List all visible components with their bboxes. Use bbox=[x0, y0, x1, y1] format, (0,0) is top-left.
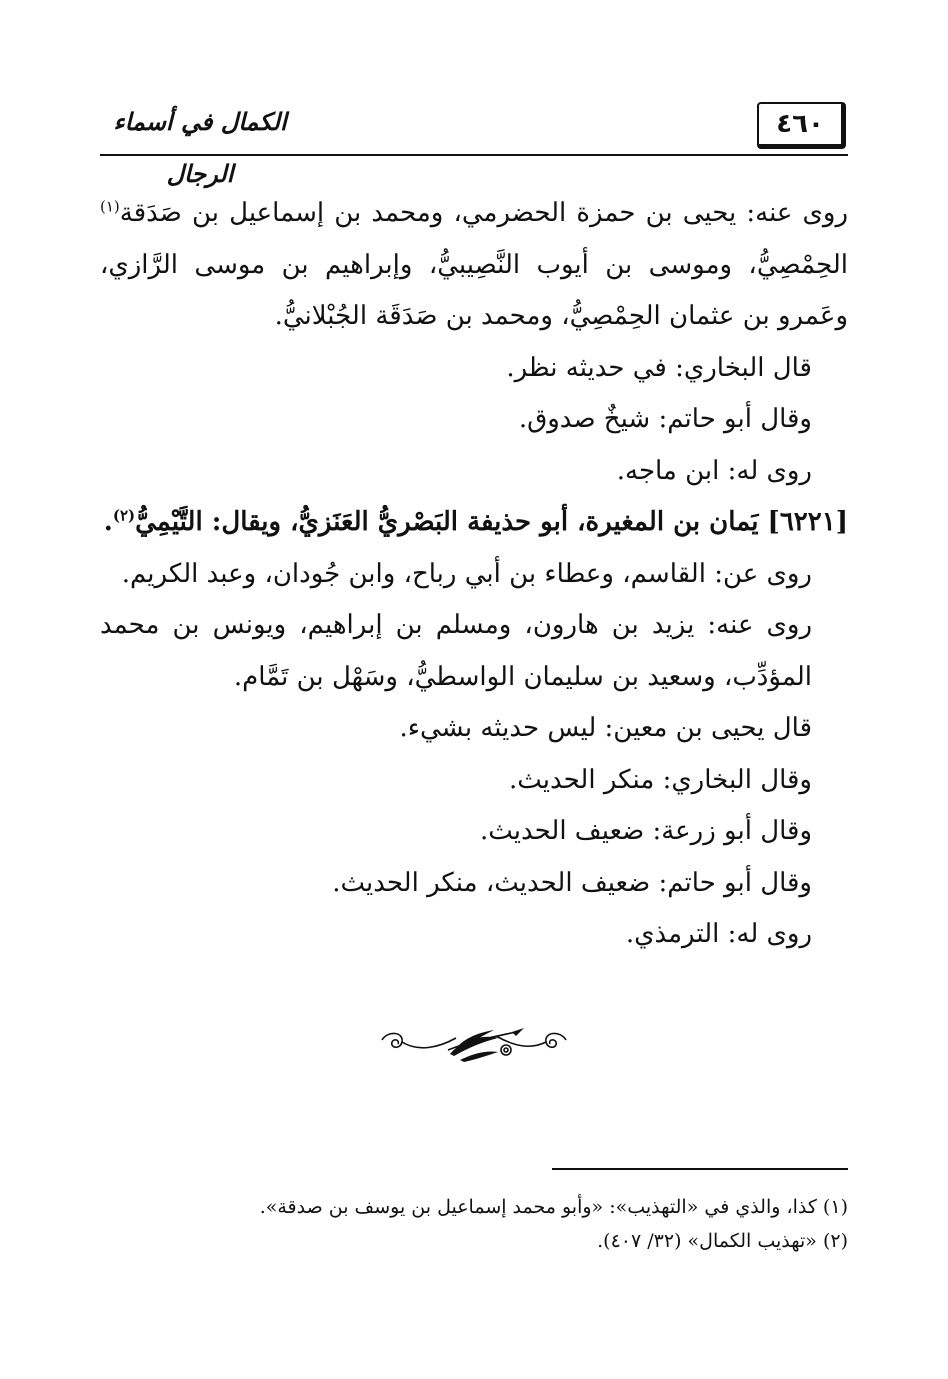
paragraph-narrated-by: روى عنه: يزيد بن هارون، ومسلم بن إبراهيم، ويونس بن محمد المؤدِّب، وسعيد بن سليمان الواسطيُّ، وسَهْل بن تَمَّام. bbox=[100, 610, 812, 692]
footnote-divider bbox=[552, 1168, 848, 1170]
paragraph-bukhari-2: وقال البخاري: منكر الحديث. bbox=[508, 764, 812, 795]
ornament-divider bbox=[378, 1020, 570, 1068]
paragraph-abu-zura: وقال أبو زرعة: ضعيف الحديث. bbox=[479, 816, 812, 846]
paragraph-bukhari: قال البخاري: في حديثه نظر. bbox=[506, 352, 812, 383]
paragraph-ibn-maeen: قال يحيى بن معين: ليس حديثه بشيء. bbox=[399, 713, 812, 743]
paragraph-narrated-from: روى عن: القاسم، وعطاء بن أبي رباح، وابن جُودان، وعبد الكريم. bbox=[121, 558, 812, 589]
footnotes bbox=[100, 1190, 848, 1258]
page-header bbox=[100, 92, 848, 188]
header-divider bbox=[100, 154, 848, 156]
entry-heading-end: . bbox=[103, 507, 113, 537]
paragraph-text-cont: الحِمْصِيُّ، وموسى بن أيوب النَّصِيبيُّ، وإبراهيم بن موسى الرَّازي، وعَمرو بن عثمان الحِمْصِيُّ، ومحمد بن صَدَقَة الجُبْلانيُّ. bbox=[100, 249, 848, 331]
footnote-1: (١) كذا، والذي في «التهذيب»: «وأبو محمد إسماعيل بن يوسف بن صدقة». bbox=[259, 1196, 848, 1218]
entry-heading bbox=[100, 497, 848, 549]
paragraph-abu-hatim-2: وقال أبو حاتم: ضعيف الحديث، منكر الحديث. bbox=[332, 867, 812, 898]
paragraph-tirmidhi: روى له: الترمذي. bbox=[625, 919, 812, 949]
paragraph-narrators-from bbox=[100, 188, 848, 343]
entry-heading-text: [٦٢٢١] يَمان بن المغيرة، أبو حذيفة البَصْريُّ العَنَزيُّ، ويقال: التَّيْمِيُّ bbox=[135, 507, 848, 537]
page-number: ٤٦٠ bbox=[757, 102, 846, 149]
footnote-marker[interactable]: (٢) bbox=[112, 506, 136, 525]
paragraph-text: روى عنه: يحيى بن حمزة الحضرمي، ومحمد بن إسماعيل بن صَدَقة bbox=[119, 198, 848, 228]
paragraph-abu-hatim: وقال أبو حاتم: شيخٌ صدوق. bbox=[518, 404, 812, 434]
book-title: الكمال في أسماء الرجال bbox=[113, 107, 287, 188]
paragraph-ibn-majah: روى له: ابن ماجه. bbox=[616, 455, 812, 486]
footnote-marker[interactable]: (١) bbox=[100, 197, 120, 216]
main-text bbox=[100, 188, 848, 961]
footnote-2: (٢) «تهذيب الكمال» (٣٢/ ٤٠٧). bbox=[597, 1230, 848, 1252]
